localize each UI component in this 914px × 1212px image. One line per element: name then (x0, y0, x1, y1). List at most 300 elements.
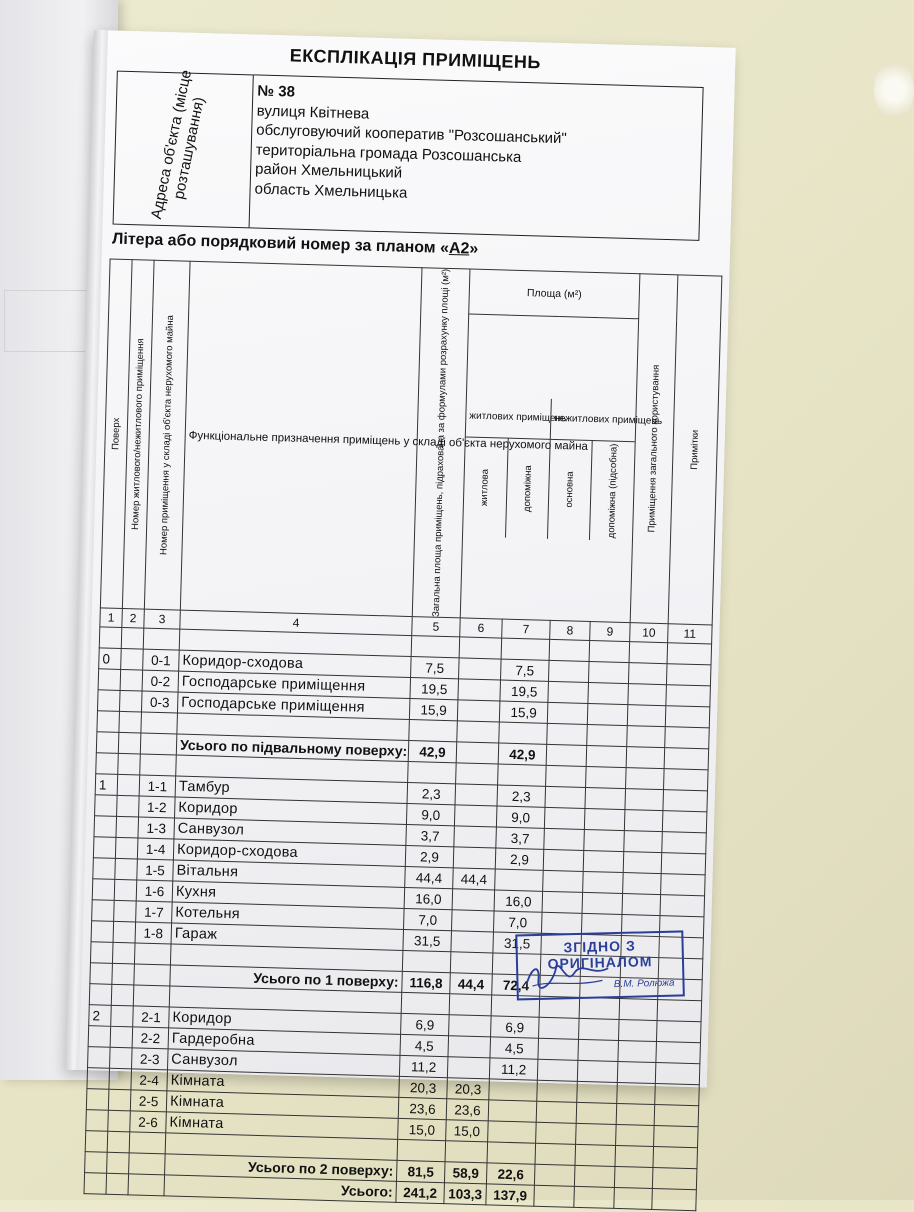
floor-cell (91, 921, 114, 943)
aux-area-cell (488, 1121, 537, 1143)
common-cell (629, 642, 668, 664)
common-cell (618, 1020, 657, 1042)
subunit-cell (108, 1110, 131, 1132)
stamp-text: ЗГІДНО З ОРИГІНАЛОМ (547, 937, 653, 972)
main-area-cell (538, 1038, 579, 1060)
main-area-cell (534, 1185, 575, 1207)
room-number-cell: 1-4 (137, 838, 174, 860)
floor-cell (98, 669, 121, 691)
document-title: ЕКСПЛІКАЦІЯ ПРИМІЩЕНЬ (289, 45, 542, 73)
notes-cell (652, 1168, 697, 1190)
notes-cell (654, 1126, 699, 1148)
total-area-cell: 23,6 (398, 1098, 447, 1120)
room-number-cell (140, 733, 177, 755)
floor-cell (84, 1173, 107, 1195)
address-label-cell (114, 68, 254, 228)
subunit-cell (112, 943, 135, 965)
signature-icon (522, 954, 613, 992)
living-area-cell (458, 679, 501, 701)
subunit-cell (110, 1026, 133, 1048)
notes-cell (664, 769, 709, 791)
main-area-cell (543, 870, 584, 892)
header-main: основна (563, 471, 576, 508)
subunit-cell (115, 859, 138, 881)
notes-cell (656, 1021, 701, 1043)
room-number-cell (128, 1174, 165, 1196)
subunit-cell (110, 1047, 133, 1069)
living-area-cell: 44,4 (453, 868, 496, 890)
total-area-cell (411, 636, 460, 658)
floor-cell (85, 1131, 108, 1153)
floor-cell (88, 1047, 111, 1069)
subunit-cell (119, 712, 142, 734)
function-cell: Усього по 2 поверху: (165, 1154, 397, 1181)
floor-cell (93, 837, 116, 859)
common-cell (628, 663, 667, 685)
function-cell: Коридор (169, 1007, 401, 1034)
aux-area-cell: 7,0 (493, 911, 542, 933)
subunit-cell (120, 670, 143, 692)
total-area-cell: 15,0 (398, 1119, 447, 1141)
function-cell: Господарське приміщення (178, 671, 410, 698)
subunit-cell (115, 838, 138, 860)
notes-cell (667, 643, 712, 665)
aux-under-cell (587, 725, 628, 747)
main-area-cell (541, 912, 582, 934)
room-number-cell: 2-3 (132, 1048, 169, 1070)
aux-under-cell (589, 641, 630, 663)
notes-cell (665, 727, 710, 749)
aux-area-cell: 31,5 (493, 932, 542, 954)
function-cell: Кухня (172, 881, 404, 908)
total-area-cell: 42,9 (408, 741, 457, 763)
total-area-cell: 20,3 (399, 1077, 448, 1099)
subunit-cell (107, 1152, 130, 1174)
living-area-cell (457, 721, 500, 743)
room-number-cell: 1-8 (135, 922, 172, 944)
floor-cell (86, 1089, 109, 1111)
header-living: житлова (479, 468, 492, 506)
address-line: район Хмельницький (254, 160, 403, 182)
main-area-cell (539, 1017, 580, 1039)
aux-under-cell (576, 1103, 617, 1125)
room-number-cell: 2-2 (132, 1027, 169, 1049)
living-area-cell (449, 1015, 492, 1037)
aux-under-cell (574, 1186, 615, 1208)
aux-area-cell (498, 764, 547, 786)
aux-under-cell (588, 662, 629, 684)
aux-under-cell (577, 1061, 618, 1083)
total-area-cell (402, 951, 451, 973)
aux-under-cell (583, 872, 624, 894)
function-cell: Гардеробна (168, 1028, 400, 1055)
subunit-cell (109, 1068, 132, 1090)
room-number-cell: 1-5 (137, 859, 174, 881)
room-number-cell: 0-3 (141, 691, 178, 713)
main-area-cell (537, 1080, 578, 1102)
room-number-cell: 2-5 (130, 1090, 167, 1112)
address-box (113, 68, 704, 241)
main-area-cell (535, 1143, 576, 1165)
address-label: Адреса об'єкта (місце розташування) (147, 68, 208, 221)
header-col1: Номер житлового/нежитлового приміщення (130, 338, 147, 531)
total-area-cell: 116,8 (402, 972, 451, 994)
total-area-cell (401, 993, 450, 1015)
room-number-cell (129, 1153, 166, 1175)
total-area-cell: 81,5 (396, 1161, 445, 1183)
subunit-cell (108, 1089, 131, 1111)
room-number-cell: 2-6 (130, 1111, 167, 1133)
main-area-cell (534, 1164, 575, 1186)
aux-under-cell (588, 683, 629, 705)
living-area-cell (451, 910, 494, 932)
total-area-cell: 241,2 (396, 1182, 445, 1204)
main-area-cell (544, 808, 585, 830)
notes-cell (660, 895, 705, 917)
floor-cell (95, 795, 118, 817)
notes-cell (661, 853, 706, 875)
address-line: область Хмельницька (254, 179, 408, 202)
header-area-group: Площа (м²) (469, 269, 640, 319)
common-cell (626, 747, 665, 769)
living-area-cell: 20,3 (447, 1078, 490, 1100)
aux-under-cell (583, 851, 624, 873)
room-number-cell (141, 712, 178, 734)
total-area-cell: 7,0 (404, 909, 453, 931)
header-aux: допоміжна (521, 464, 534, 512)
function-cell: Кімната (166, 1091, 398, 1118)
common-cell (618, 1041, 657, 1063)
rooms-table (83, 258, 722, 1211)
function-cell: Коридор-сходова (173, 839, 405, 866)
floor-cell (96, 732, 119, 754)
subunit-cell (107, 1131, 130, 1153)
room-number-cell (134, 964, 171, 986)
document-sheet (67, 30, 736, 1204)
subunit-cell (114, 901, 137, 923)
notes-cell (654, 1105, 699, 1127)
subunit-cell (112, 963, 135, 985)
total-area-cell: 11,2 (399, 1056, 448, 1078)
living-area-cell (449, 994, 492, 1016)
floor-cell (96, 753, 119, 775)
function-cell: Вітальня (173, 860, 405, 887)
stamp-name: В.М. Ролюжа (613, 977, 675, 991)
aux-area-cell: 3,7 (496, 827, 545, 849)
aux-area-cell: 7,5 (501, 659, 550, 681)
subunit-cell (116, 817, 139, 839)
living-area-cell: 58,9 (444, 1162, 487, 1184)
aux-area-cell: 6,9 (491, 1016, 540, 1038)
subunit-cell (117, 775, 140, 797)
room-number-cell (143, 628, 180, 650)
living-area-cell (455, 784, 498, 806)
aux-area-cell (488, 1100, 537, 1122)
living-area-cell (454, 805, 497, 827)
total-area-cell: 2,9 (405, 846, 454, 868)
notes-cell (661, 874, 706, 896)
rows-body (84, 627, 712, 1211)
aux-area-cell: 42,9 (498, 743, 547, 765)
living-area-cell: 44,4 (450, 973, 493, 995)
total-area-cell: 7,5 (411, 657, 460, 679)
room-number-cell: 0-2 (142, 670, 179, 692)
main-area-cell (544, 829, 585, 851)
floor-cell (97, 690, 120, 712)
lace-doily (874, 60, 914, 120)
ghost-box (4, 290, 96, 352)
living-area-cell (450, 952, 493, 974)
main-area-cell (548, 682, 589, 704)
function-cell: Усього по підвальному поверху: (176, 734, 408, 761)
floor-cell (90, 963, 113, 985)
main-area-cell (547, 724, 588, 746)
subunit-cell (111, 984, 134, 1006)
aux-area-cell: 2,3 (497, 785, 546, 807)
common-cell (617, 1083, 656, 1105)
aux-area-cell: 72,4 (492, 974, 541, 996)
subunit-cell (119, 691, 142, 713)
living-area-cell (453, 847, 496, 869)
notes-cell (662, 811, 707, 833)
aux-area-cell (499, 722, 548, 744)
common-cell (624, 831, 663, 853)
floor-cell (86, 1110, 109, 1132)
subunit-cell (106, 1173, 129, 1195)
aux-area-cell (495, 869, 544, 891)
function-cell: Усього по 1 поверху: (170, 965, 402, 992)
living-area-cell: 103,3 (444, 1183, 487, 1205)
room-number-cell: 0-1 (143, 649, 180, 671)
aux-area-cell (501, 638, 550, 660)
plan-number-value: А2 (448, 239, 470, 258)
subunit-cell (118, 733, 141, 755)
address-line: № 38 (257, 82, 296, 101)
living-area-cell: 23,6 (446, 1099, 489, 1121)
total-area-cell: 9,0 (406, 804, 455, 826)
aux-area-cell: 22,6 (486, 1163, 535, 1185)
total-area-cell: 19,5 (410, 678, 459, 700)
column-numbers-row: 1 2 3 4 5 6 7 8 9 10 11 (100, 608, 712, 644)
aux-under-cell (584, 830, 625, 852)
living-area-cell (459, 658, 502, 680)
header-aux-under: допоміжна (підсобна) (605, 443, 620, 539)
common-cell (623, 852, 662, 874)
floor-cell: 0 (99, 648, 122, 670)
floor-cell (99, 627, 122, 649)
subunit-cell (117, 796, 140, 818)
common-cell (626, 768, 665, 790)
notes-cell (656, 1042, 701, 1064)
living-area-cell (457, 700, 500, 722)
common-cell (623, 873, 662, 895)
aux-area-cell (489, 1079, 538, 1101)
common-cell (619, 999, 658, 1021)
room-number-cell (140, 754, 177, 776)
floor-cell (87, 1068, 110, 1090)
floor-cell: 1 (95, 774, 118, 796)
common-cell (617, 1062, 656, 1084)
room-number-cell: 1-1 (139, 775, 176, 797)
certification-stamp (515, 930, 685, 1000)
main-area-cell (543, 849, 584, 871)
common-cell (614, 1167, 653, 1189)
aux-under-cell (579, 998, 620, 1020)
aux-area-cell: 15,9 (499, 701, 548, 723)
aux-area-cell: 19,5 (500, 680, 549, 702)
total-area-cell: 6,9 (401, 1014, 450, 1036)
address-lines (254, 82, 568, 208)
header-notes: Примітки (688, 429, 702, 471)
living-area-cell (452, 889, 495, 911)
subunit-cell (121, 628, 144, 650)
aux-under-cell (584, 809, 625, 831)
main-area-cell (547, 703, 588, 725)
function-cell: Тамбур (175, 776, 407, 803)
common-cell (614, 1188, 653, 1210)
common-cell (625, 789, 664, 811)
function-cell: Коридор-сходова (179, 650, 411, 677)
function-cell: Санвузол (167, 1049, 399, 1076)
total-area-cell: 3,7 (406, 825, 455, 847)
aux-under-cell (586, 746, 627, 768)
room-number-cell (134, 943, 171, 965)
aux-area-cell: 16,0 (494, 890, 543, 912)
aux-area-cell: 11,2 (489, 1058, 538, 1080)
floor-cell (89, 984, 112, 1006)
subunit-cell (111, 1005, 134, 1027)
floor-cell (92, 879, 115, 901)
address-line: територіальна громада Розсошанська (255, 141, 522, 166)
aux-under-cell (574, 1165, 615, 1187)
main-area-cell (549, 640, 590, 662)
room-number-cell (129, 1132, 166, 1154)
function-cell: Кімната (166, 1112, 398, 1139)
header-func: Функціональне призначення приміщень у складі об'єкта нерухомого майна (180, 261, 422, 617)
main-area-cell (546, 766, 587, 788)
aux-area-cell: 4,5 (490, 1037, 539, 1059)
room-number-cell: 2-4 (131, 1069, 168, 1091)
total-area-cell (408, 762, 457, 784)
main-area-cell (536, 1101, 577, 1123)
floor-cell (85, 1152, 108, 1174)
aux-under-cell (579, 1019, 620, 1041)
aux-area-cell (487, 1142, 536, 1164)
living-area-cell (456, 742, 499, 764)
aux-under-cell (586, 767, 627, 789)
address-line: обслуговуючий кооператив "Розсошанський" (256, 121, 567, 148)
room-number-cell: 1-2 (139, 796, 176, 818)
aux-under-cell (585, 788, 626, 810)
living-area-cell (447, 1057, 490, 1079)
notes-cell (662, 832, 707, 854)
aux-area-cell: 9,0 (496, 806, 545, 828)
total-area-cell (409, 720, 458, 742)
room-number-cell: 1-3 (138, 817, 175, 839)
common-cell (616, 1104, 655, 1126)
floor-cell: 2 (89, 1005, 112, 1027)
subunit-cell (118, 754, 141, 776)
common-cell (616, 1125, 655, 1147)
aux-under-cell (577, 1082, 618, 1104)
room-number-cell: 2-1 (133, 1006, 170, 1028)
room-number-cell: 1-6 (136, 880, 173, 902)
main-area-cell (542, 891, 583, 913)
function-cell: Господарське приміщення (177, 692, 409, 719)
total-area-cell: 44,4 (405, 867, 454, 889)
common-cell (627, 705, 666, 727)
total-area-cell (397, 1140, 446, 1162)
living-area-cell (454, 826, 497, 848)
notes-cell (657, 1000, 702, 1022)
notes-cell (653, 1147, 698, 1169)
notes-cell (666, 685, 711, 707)
header-nonliving-group: нежитлових приміщень (550, 399, 636, 442)
subunit-cell (113, 922, 136, 944)
main-area-cell (537, 1059, 578, 1081)
notes-cell (663, 790, 708, 812)
function-cell: Кімната (167, 1070, 399, 1097)
function-cell: Гараж (171, 923, 403, 950)
aux-under-cell (582, 893, 623, 915)
floor-cell (88, 1026, 111, 1048)
header-total-area: Загальна площа приміщень, підрахована за формулами розрахунку площі (м²) (430, 268, 452, 618)
living-area-cell (456, 763, 499, 785)
floor-cell (93, 858, 116, 880)
aux-area-cell: 2,9 (495, 848, 544, 870)
common-cell (624, 810, 663, 832)
common-cell (628, 684, 667, 706)
function-cell: Санвузол (174, 818, 406, 845)
total-area-cell: 2,3 (407, 783, 456, 805)
floor-cell (97, 711, 120, 733)
common-cell (627, 726, 666, 748)
living-area-cell: 15,0 (446, 1120, 489, 1142)
total-area-cell: 16,0 (404, 888, 453, 910)
function-cell: Усього: (164, 1175, 396, 1202)
room-number-cell (133, 985, 170, 1007)
aux-area-cell: 137,9 (486, 1184, 535, 1206)
common-cell (615, 1146, 654, 1168)
main-area-cell (548, 661, 589, 683)
function-cell: Коридор (175, 797, 407, 824)
subunit-cell (114, 880, 137, 902)
address-line: вулиця Квітнева (256, 102, 370, 123)
floor-cell (94, 816, 117, 838)
notes-cell (666, 664, 711, 686)
aux-under-cell (576, 1124, 617, 1146)
notes-cell (652, 1189, 697, 1211)
function-cell: Котельня (172, 902, 404, 929)
notes-cell (665, 706, 710, 728)
room-number-cell: 1-7 (136, 901, 173, 923)
notes-cell (664, 748, 709, 770)
header-living-group: житлових приміщень (466, 396, 552, 439)
subunit-cell (121, 649, 144, 671)
main-area-cell (536, 1122, 577, 1144)
main-area-cell (545, 787, 586, 809)
common-cell (622, 894, 661, 916)
total-area-cell: 4,5 (400, 1035, 449, 1057)
total-area-cell: 15,9 (409, 699, 458, 721)
aux-under-cell (578, 1040, 619, 1062)
aux-under-cell (587, 704, 628, 726)
header-col2: Номер приміщення у складі об'єкта нерухомого майна (158, 315, 177, 556)
living-area-cell (451, 931, 494, 953)
header-common: Приміщення загального користування (646, 364, 662, 533)
aux-under-cell (575, 1144, 616, 1166)
total-area-cell: 31,5 (403, 930, 452, 952)
